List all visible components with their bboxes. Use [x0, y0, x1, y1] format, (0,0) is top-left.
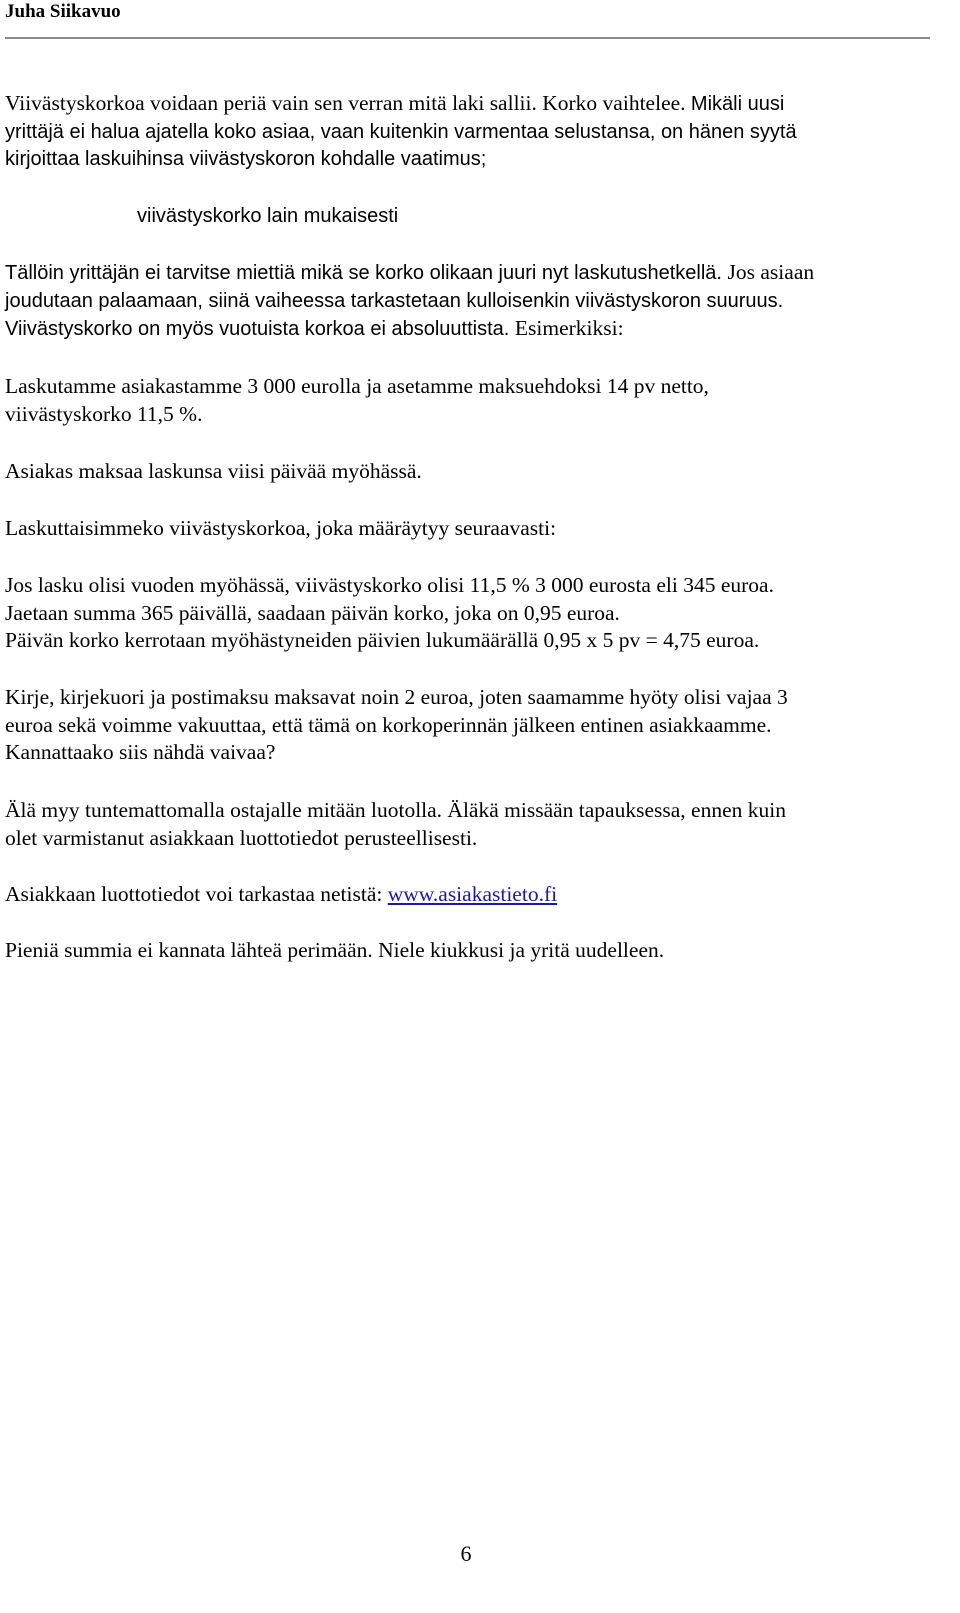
paragraph-intro: [5, 90, 940, 174]
paragraph-intro-line-3: kirjoittaa laskuihinsa viivästyskoron kohdalle vaatimus;: [5, 148, 487, 171]
paragraph-credit-warning-line-2: olet varmistanut asiakkaan luottotiedot perusteellisesti.: [5, 825, 478, 850]
paragraph-intro-line-2: yrittäjä ei halua ajatella koko asiaa, vaan kuitenkin varmentaa selustansa, on hänen syytä: [5, 120, 797, 143]
paragraph-explanation-line-3: [5, 315, 940, 344]
header-author: Juha Siikavuo: [5, 1, 121, 22]
paragraph-calculation-line-2: Jaetaan summa 365 päivällä, saadaan päivän korko, joka on 0,95 euroa.: [5, 600, 620, 625]
paragraph-explanation-line-3-sans: Viivästyskorko on myös vuotuista korkoa ei absoluuttista.: [5, 318, 515, 341]
paragraph-costs: [5, 684, 940, 767]
indented-phrase: viivästyskorko lain mukaisesti: [137, 205, 399, 227]
paragraph-intro-line-1-sans: Mikäli uusi: [690, 93, 785, 115]
paragraph-costs-line-2: euroa sekä voimme vakuuttaa, että tämä on korkoperinnän jälkeen entinen asiakkaamme.: [5, 712, 772, 737]
paragraph-explanation-line-2: joudutaan palaamaan, siinä vaiheessa tarkastetaan kulloisenkin viivästyskoron suuruus.: [5, 289, 784, 312]
paragraph-explanation-line-1-sans: Tällöin yrittäjän ei tarvitse miettiä mikä se korko olikaan juuri nyt laskutushetkellä.: [5, 262, 728, 284]
paragraph-explanation-line-1-serif: Jos asiaan: [727, 260, 815, 284]
paragraph-intro-line-1: [5, 90, 940, 119]
paragraph-explanation-line-1: [5, 259, 940, 288]
paragraph-late-payment: Asiakas maksaa laskunsa viisi päivää myöhässä.: [5, 459, 422, 483]
paragraph-calculation: [5, 572, 940, 655]
paragraph-costs-line-1: Kirje, kirjekuori ja postimaksu maksavat noin 2 euroa, joten saamamme hyöty olisi vajaa 3: [5, 685, 788, 709]
paragraph-credit-warning-line-1: Älä myy tuntemattomalla ostajalle mitään luotolla. Äläkä missään tapauksessa, ennen kuin: [5, 798, 786, 822]
paragraph-example: [5, 373, 940, 428]
asiakastieto-link[interactable]: www.asiakastieto.fi: [387, 882, 558, 906]
paragraph-credit-check: [5, 881, 940, 909]
paragraph-calculation-line-1: Jos lasku olisi vuoden myöhässä, viivästyskorko olisi 11,5 % 3 000 eurosta eli 345 euroa.: [5, 573, 774, 597]
paragraph-example-line-2: viivästyskorko 11,5 %.: [5, 401, 203, 426]
paragraph-intro-line-1-serif: Viivästyskorkoa voidaan periä vain sen verran mitä laki sallii. Korko vaihtelee.: [5, 91, 691, 115]
paragraph-small-sums: Pieniä summia ei kannata lähteä perimään. Niele kiukkusi ja yritä uudelleen.: [5, 938, 665, 962]
paragraph-explanation-line-3-serif: Esimerkiksi:: [514, 316, 624, 341]
paragraph-credit-warning: [5, 797, 940, 852]
paragraph-costs-line-3: Kannattaako siis nähdä vaivaa?: [5, 740, 276, 765]
page-number: 6: [460, 1541, 472, 1566]
header-divider: [5, 37, 930, 39]
paragraph-example-line-1: Laskutamme asiakastamme 3 000 eurolla ja asetamme maksuehdoksi 14 pv netto,: [5, 374, 709, 398]
paragraph-calculation-line-3: Päivän korko kerrotaan myöhästyneiden päivien lukumäärällä 0,95 x 5 pv = 4,75 euroa.: [5, 628, 760, 653]
paragraph-question: Laskuttaisimmeko viivästyskorkoa, joka määräytyy seuraavasti:: [5, 516, 557, 540]
paragraph-credit-check-text: Asiakkaan luottotiedot voi tarkastaa netistä:: [5, 882, 388, 906]
paragraph-explanation: [5, 259, 940, 344]
